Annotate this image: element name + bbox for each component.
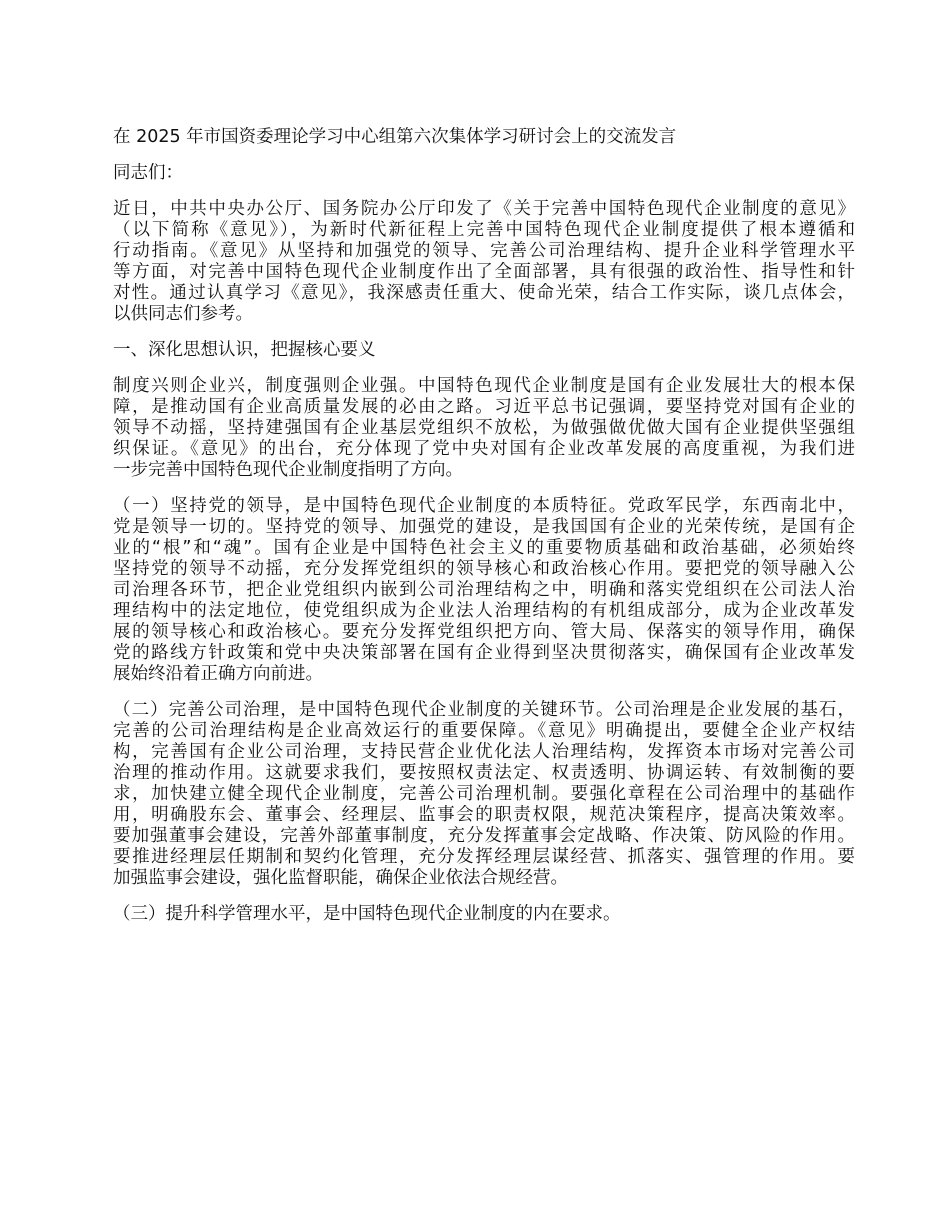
paragraph-line: 治理的推动作用。这就要求我们，要按照权责法定、权责透明、协调运转、有效制衡的要 xyxy=(113,763,855,783)
paragraph-line: 司治理各环节，把企业党组织内嵌到公司治理结构之中，明确和落实党组织在公司法人治 xyxy=(113,580,855,600)
paragraph-line: （三）提升科学管理水平，是中国特色现代企业制度的内在要求。 xyxy=(113,904,621,924)
paragraph-line: 用，明确股东会、董事会、经理层、监事会的职责权限，规范决策程序，提高决策效率。 xyxy=(113,805,855,825)
point-one-paragraph xyxy=(113,496,855,685)
paragraph-line: 等方面，对完善中国特色现代企业制度作出了全面部署，具有很强的政治性、指导性和针 xyxy=(113,262,855,282)
paragraph-line: 要加强董事会建设，完善外部董事制度，充分发挥董事会定战略、作决策、防风险的作用。 xyxy=(113,826,855,846)
paragraph-line: 求，加快建立健全现代企业制度，完善公司治理机制。要强化章程在公司治理中的基础作 xyxy=(113,784,855,804)
paragraph-line: 完善的公司治理结构是企业高效运行的重要保障。《意见》明确提出，要健全企业产权结 xyxy=(113,721,855,741)
paragraph-line: 一步完善中国特色现代企业制度指明了方向。 xyxy=(113,460,463,480)
paragraph-line: 以供同志们参考。 xyxy=(113,304,253,324)
paragraph-line: 加强监事会建设，强化监督职能，确保企业依法合规经营。 xyxy=(113,868,568,888)
point-three-paragraph xyxy=(113,904,855,925)
paragraph-line: （一）坚持党的领导，是中国特色现代企业制度的本质特征。党政军民学，东西南北中， xyxy=(113,496,855,516)
paragraph-line: 党的路线方针政策和党中央决策部署在国有企业得到坚决贯彻落实，确保国有企业改革发 xyxy=(113,643,855,663)
document-page xyxy=(113,127,855,940)
salutation-block xyxy=(113,163,855,184)
document-body xyxy=(113,199,855,925)
paragraph-line: 一、深化思想认识，把握核心要义 xyxy=(113,340,376,360)
paragraph-line: 展的领导核心和政治核心。要充分发挥党组织把方向、管大局、保落实的领导作用，确保 xyxy=(113,622,855,642)
salutation: 同志们： xyxy=(113,163,183,183)
paragraph-line: 构，完善国有企业公司治理，支持民营企业优化法人治理结构，发挥资本市场对完善公司 xyxy=(113,742,855,762)
paragraph-line: 织保证。《意见》的出台，充分体现了党中央对国有企业改革发展的高度重视，为我们进 xyxy=(113,439,855,459)
paragraph-line: （以下简称《意见》），为新时代新征程上完善中国特色现代企业制度提供了根本遵循和 xyxy=(113,220,855,240)
paragraph-line: 障，是推动国有企业高质量发展的必由之路。习近平总书记强调，要坚持党对国有企业的 xyxy=(113,397,855,417)
document-title-block xyxy=(113,127,855,148)
section-intro-paragraph xyxy=(113,376,855,481)
paragraph-line: 近日，中共中央办公厅、国务院办公厅印发了《关于完善中国特色现代企业制度的意见》 xyxy=(113,199,855,219)
paragraph-line: 行动指南。《意见》从坚持和加强党的领导、完善公司治理结构、提升企业科学管理水平 xyxy=(113,241,855,261)
paragraph-line: 要推进经理层任期制和契约化管理，充分发挥经理层谋经营、抓落实、强管理的作用。要 xyxy=(113,847,855,867)
point-two-paragraph xyxy=(113,700,855,889)
paragraph-line: 展始终沿着正确方向前进。 xyxy=(113,664,323,684)
paragraph-line: 党是领导一切的。坚持党的领导、加强党的建设，是我国国有企业的光荣传统，是国有企 xyxy=(113,517,855,537)
paragraph-line: （二）完善公司治理，是中国特色现代企业制度的关键环节。公司治理是企业发展的基石， xyxy=(113,700,855,720)
paragraph-line: 制度兴则企业兴，制度强则企业强。中国特色现代企业制度是国有企业发展壮大的根本保 xyxy=(113,376,855,396)
paragraph-line: 理结构中的法定地位，使党组织成为企业法人治理结构的有机组成部分，成为企业改革发 xyxy=(113,601,855,621)
intro-paragraph xyxy=(113,199,855,325)
paragraph-line: 对性。通过认真学习《意见》，我深感责任重大、使命光荣，结合工作实际，谈几点体会， xyxy=(113,283,855,303)
paragraph-line: 业的“根”和“魂”。国有企业是中国特色社会主义的重要物质基础和政治基础，必须始终 xyxy=(113,538,855,558)
section-heading xyxy=(113,340,855,361)
paragraph-line: 坚持党的领导不动摇，充分发挥党组织的领导核心和政治核心作用。要把党的领导融入公 xyxy=(113,559,855,579)
document-title: 在 2025 年市国资委理论学习中心组第六次集体学习研讨会上的交流发言 xyxy=(113,127,677,147)
paragraph-line: 领导不动摇，坚持建强国有企业基层党组织不放松，为做强做优做大国有企业提供坚强组 xyxy=(113,418,855,438)
